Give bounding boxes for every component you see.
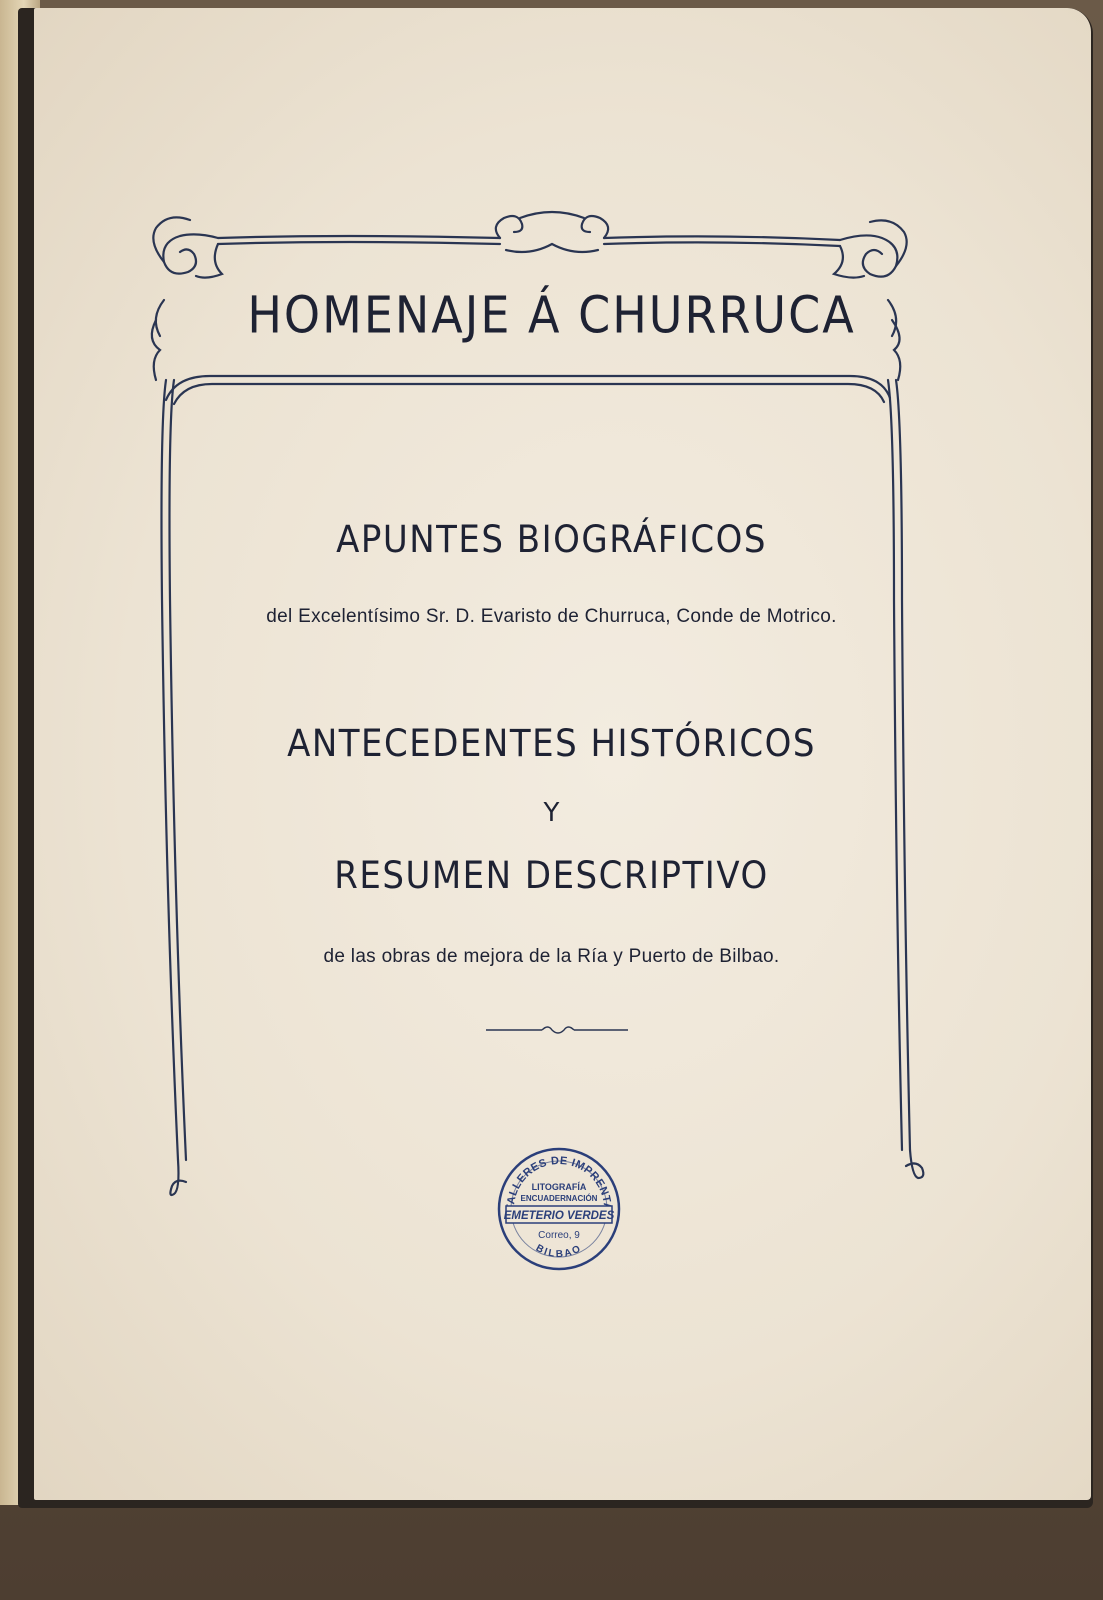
stamp-line-top: ALLERES DE IMPRENT — [505, 1154, 613, 1206]
section-heading-summary: RESUMEN DESCRIPTIVO — [334, 854, 769, 898]
divider-ornament — [486, 1027, 628, 1033]
svg-text:BILBAO — [534, 1243, 584, 1260]
printer-stamp — [496, 1146, 622, 1272]
stamp-address: Correo, 9 — [538, 1230, 580, 1241]
stamp-line-3: ENCUADERNACIÓN — [520, 1194, 598, 1203]
stamp-line-2: LITOGRAFÍA — [531, 1182, 587, 1192]
stamp-name: EMETERIO VERDES — [503, 1210, 615, 1222]
stamp-city: BILBAO — [533, 1242, 585, 1261]
page-title: HOMENAJE Á CHURRUCA — [247, 285, 856, 345]
section-heading-biography: APUNTES BIOGRÁFICOS — [336, 518, 767, 562]
biography-subtitle: del Excelentísimo Sr. D. Evaristo de Churruca, Conde de Motrico. — [266, 606, 837, 627]
conjunction: Y — [543, 798, 560, 828]
section-heading-history: ANTECEDENTES HISTÓRICOS — [287, 722, 816, 766]
works-subtitle: de las obras de mejora de la Ría y Puerto de Bilbao. — [323, 946, 780, 967]
